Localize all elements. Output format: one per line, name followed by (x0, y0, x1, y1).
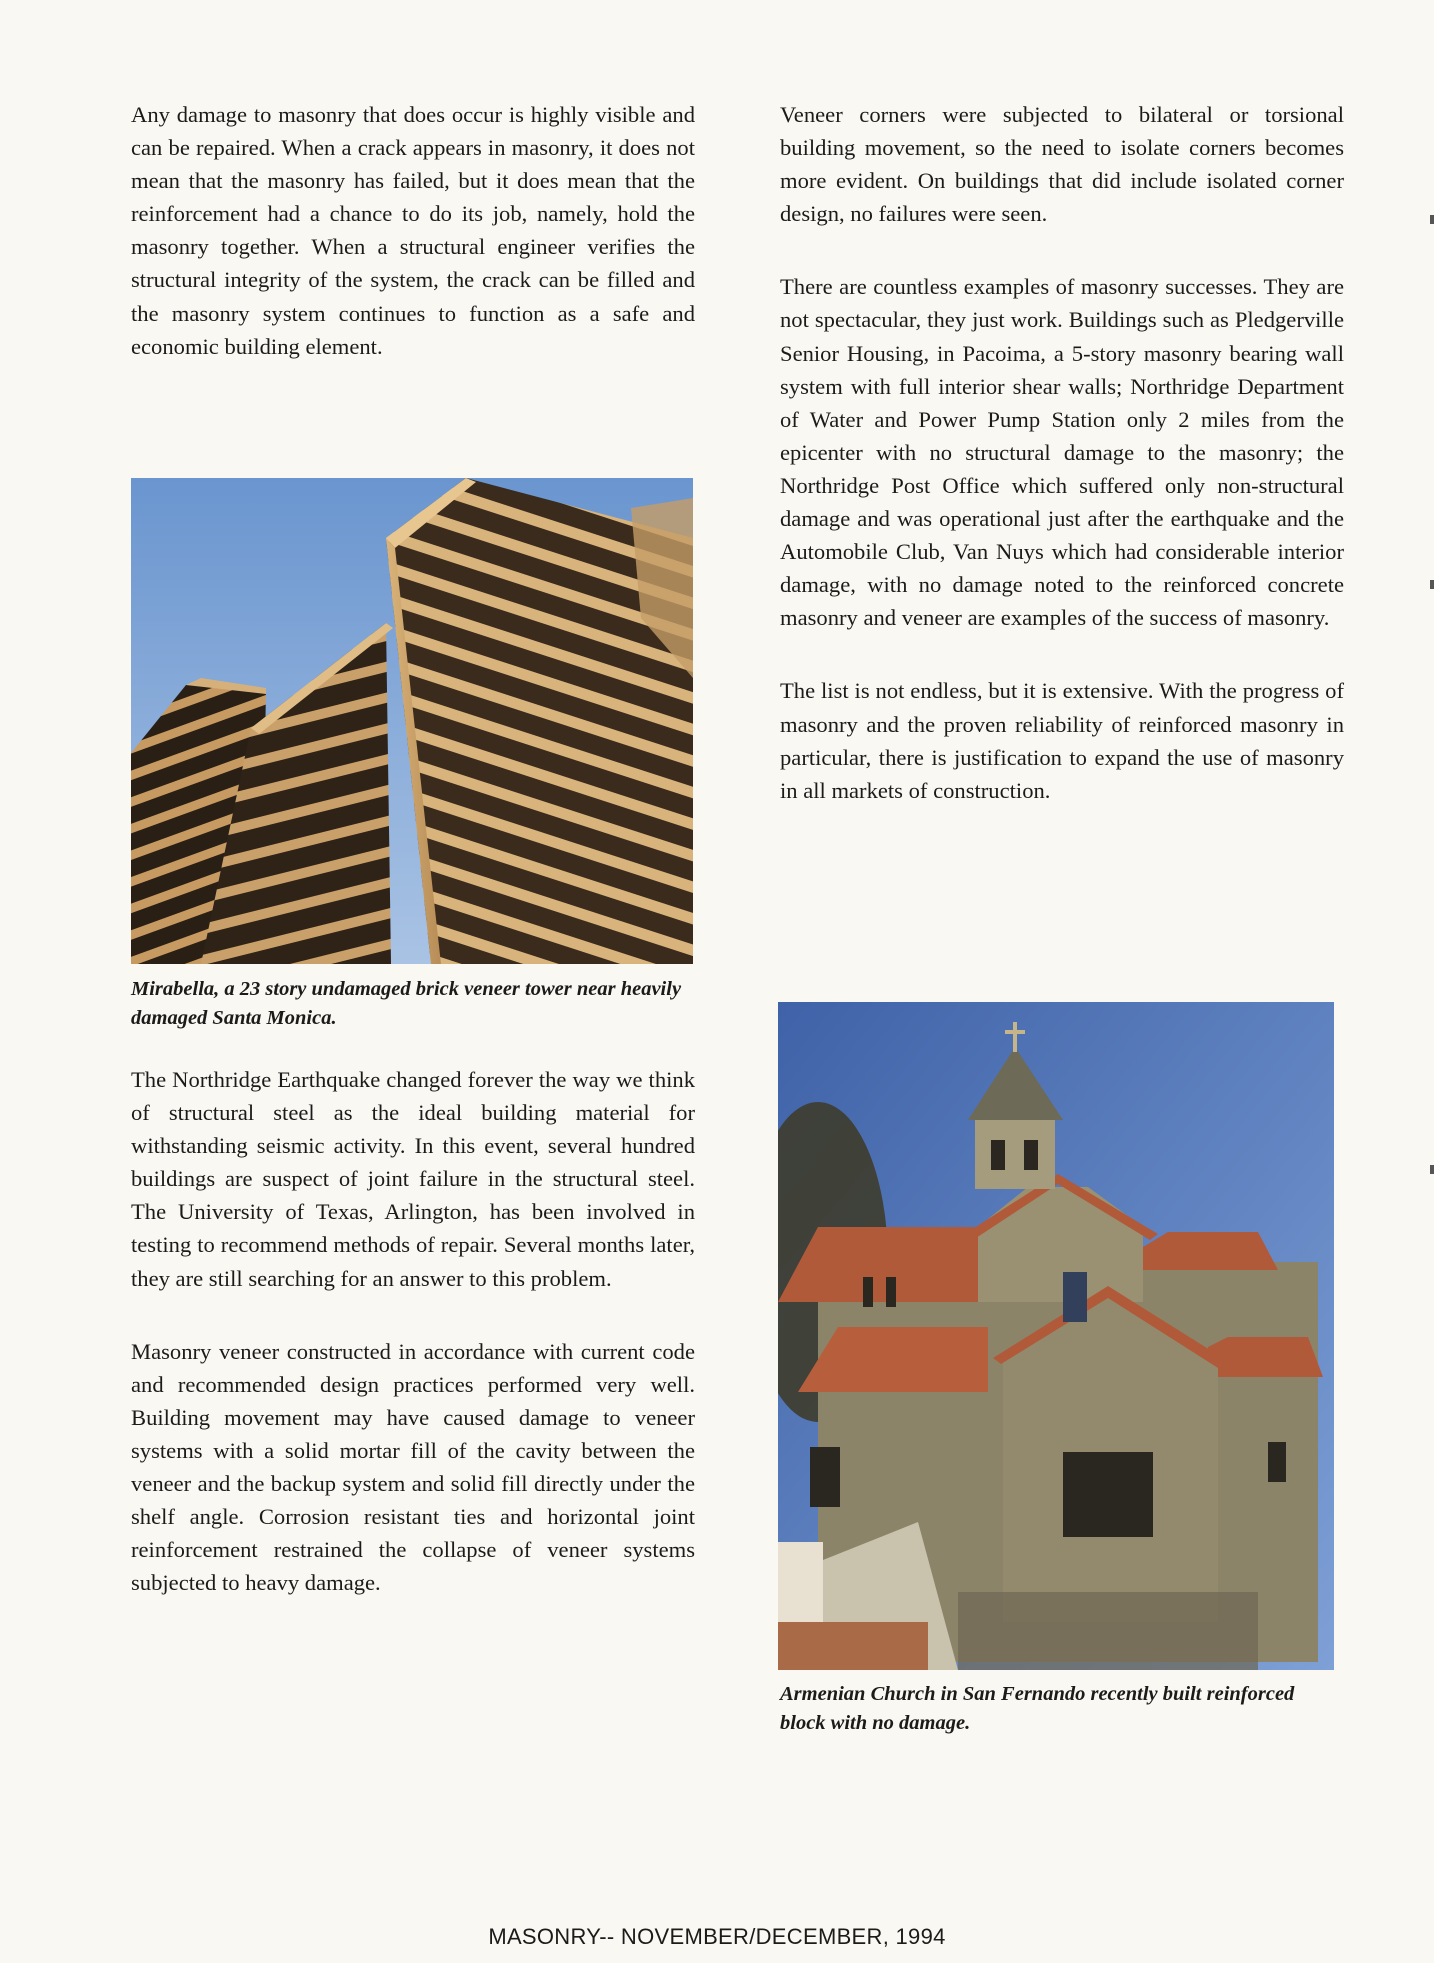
left-paragraph-1: Any damage to masonry that does occur is highly visible and can be repaired. When a crack appears in masonry, it does not mean that the masonry has failed, but it does mean that the reinforcement had a chance to do its job, namely, hold the masonry together. When a structural engineer verifies the structural integrity of the system, the crack can be filled and the masonry system continues to function as a safe and economic building element. (131, 102, 695, 359)
mirabella-tower-photo (131, 478, 693, 964)
left-paragraph-2: The Northridge Earthquake changed forever the way we think of structural steel as the ideal building material for withstanding seismic activity. In this event, several hundred buildings are suspect of joint failure in the structural steel. The University of Texas, Arlington, has been involved in testing to recommend methods of repair. Several months later, they are still searching for an answer to this problem. (131, 1067, 695, 1291)
armenian-church-caption: Armenian Church in San Fernando recently built reinforced block with no damage. (780, 1683, 1295, 1734)
right-paragraph-2: There are countless examples of masonry successes. They are not spectacular, they just work. Buildings such as Pledgerville Senior Housing, in Pacoima, a 5-story masonry bearing wall system with full interior shear walls; Northridge Department of Water and Power Pump Station only 2 miles from the epicenter with no structural damage to the masonry; the Northridge Post Office which suffered only non-structural damage and was operational just after the earthquake and the Automobile Club, Van Nuys which had considerable interior damage, with no damage noted to the reinforced concrete masonry and veneer are examples of the success of masonry. (780, 274, 1344, 631)
page-footer: MASONRY-- NOVEMBER/DECEMBER, 1994 (488, 1924, 946, 1949)
scan-edge-mark (1430, 580, 1434, 589)
left-column-lower (131, 1063, 695, 1639)
right-paragraph-1: Veneer corners were subjected to bilateral or torsional building movement, so the need to isolate corners becomes more evident. On buildings that did include isolated corner design, no failures were seen. (780, 102, 1344, 227)
right-column (780, 98, 1344, 847)
right-paragraph-3: The list is not endless, but it is extensive. With the progress of masonry and the proven reliability of reinforced masonry in particular, there is justification to expand the use of masonry in all markets of construction. (780, 678, 1344, 803)
mirabella-caption: Mirabella, a 23 story undamaged brick veneer tower near heavily damaged Santa Monica. (131, 978, 682, 1029)
scan-edge-mark (1430, 215, 1434, 224)
armenian-church-photo (778, 1002, 1334, 1670)
scan-edge-mark (1430, 1165, 1434, 1174)
left-paragraph-3: Masonry veneer constructed in accordance with current code and recommended design practices performed very well. Building movement may have caused damage to veneer systems with a solid mortar fill of the cavity between the veneer and the backup system and solid fill directly under the shelf angle. Corrosion resistant ties and horizontal joint reinforcement restrained the collapse of veneer systems subjected to heavy damage. (131, 1338, 695, 1596)
left-column (131, 98, 695, 403)
